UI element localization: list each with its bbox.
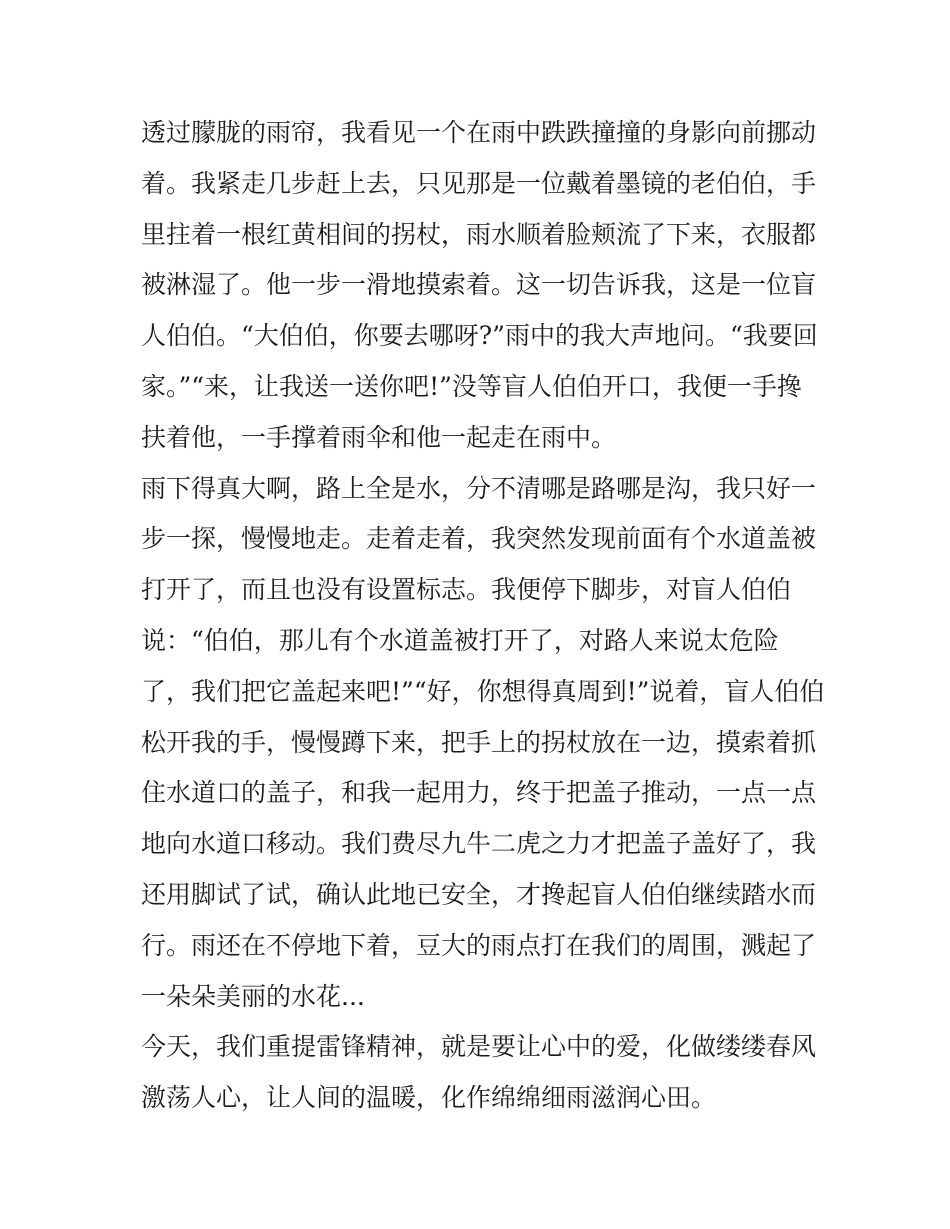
text-line: 住水道口的盖子，和我一起用力，终于把盖子推动，一点一点 xyxy=(141,778,817,808)
text-line: 步一探，慢慢地走。走着走着，我突然发现前面有个水道盖被 xyxy=(141,524,817,554)
text-line: 松开我的手，慢慢蹲下来，把手上的拐杖放在一边，摸索着抓 xyxy=(141,727,817,757)
text-line: 家。”“来，让我送一送你吧!”没等盲人伯伯开口，我便一手搀 xyxy=(141,371,802,401)
body-text xyxy=(141,108,825,1124)
text-line: 扶着他，一手撑着雨伞和他一起走在雨中。 xyxy=(141,422,617,452)
text-line: 雨下得真大啊，路上全是水，分不清哪是路哪是沟，我只好一 xyxy=(141,473,817,503)
text-line: 了，我们把它盖起来吧!”“好，你想得真周到!”说着，盲人伯伯 xyxy=(141,676,825,706)
text-line: 里拄着一根红黄相间的拐杖，雨水顺着脸颊流了下来，衣服都 xyxy=(141,219,817,249)
text-line: 被淋湿了。他一步一滑地摸索着。这一切告诉我，这是一位盲 xyxy=(141,270,817,300)
text-line: 打开了，而且也没有设置标志。我便停下脚步，对盲人伯伯 xyxy=(141,575,792,605)
text-line: 人伯伯。“大伯伯，你要去哪呀?”雨中的我大声地问。“我要回 xyxy=(141,321,818,351)
text-line: 着。我紧走几步赶上去，只见那是一位戴着墨镜的老伯伯，手 xyxy=(141,168,817,198)
text-line: 一朵朵美丽的水花... xyxy=(141,981,365,1011)
text-line: 透过朦胧的雨帘，我看见一个在雨中跌跌撞撞的身影向前挪动 xyxy=(141,118,817,147)
text-line: 说：“伯伯，那儿有个水道盖被打开了，对路人来说太危险 xyxy=(141,625,779,655)
text-line: 地向水道口移动。我们费尽九牛二虎之力才把盖子盖好了，我 xyxy=(141,829,817,859)
text-line: 今天，我们重提雷锋精神，就是要让心中的爱，化做缕缕春风 xyxy=(141,1032,817,1062)
text-line: 行。雨还在不停地下着，豆大的雨点打在我们的周围，溅起了 xyxy=(141,930,817,960)
text-line: 还用脚试了试，确认此地已安全，才搀起盲人伯伯继续踏水而 xyxy=(141,879,817,909)
text-line: 激荡人心，让人间的温暖，化作绵绵细雨滋润心田。 xyxy=(141,1083,717,1113)
